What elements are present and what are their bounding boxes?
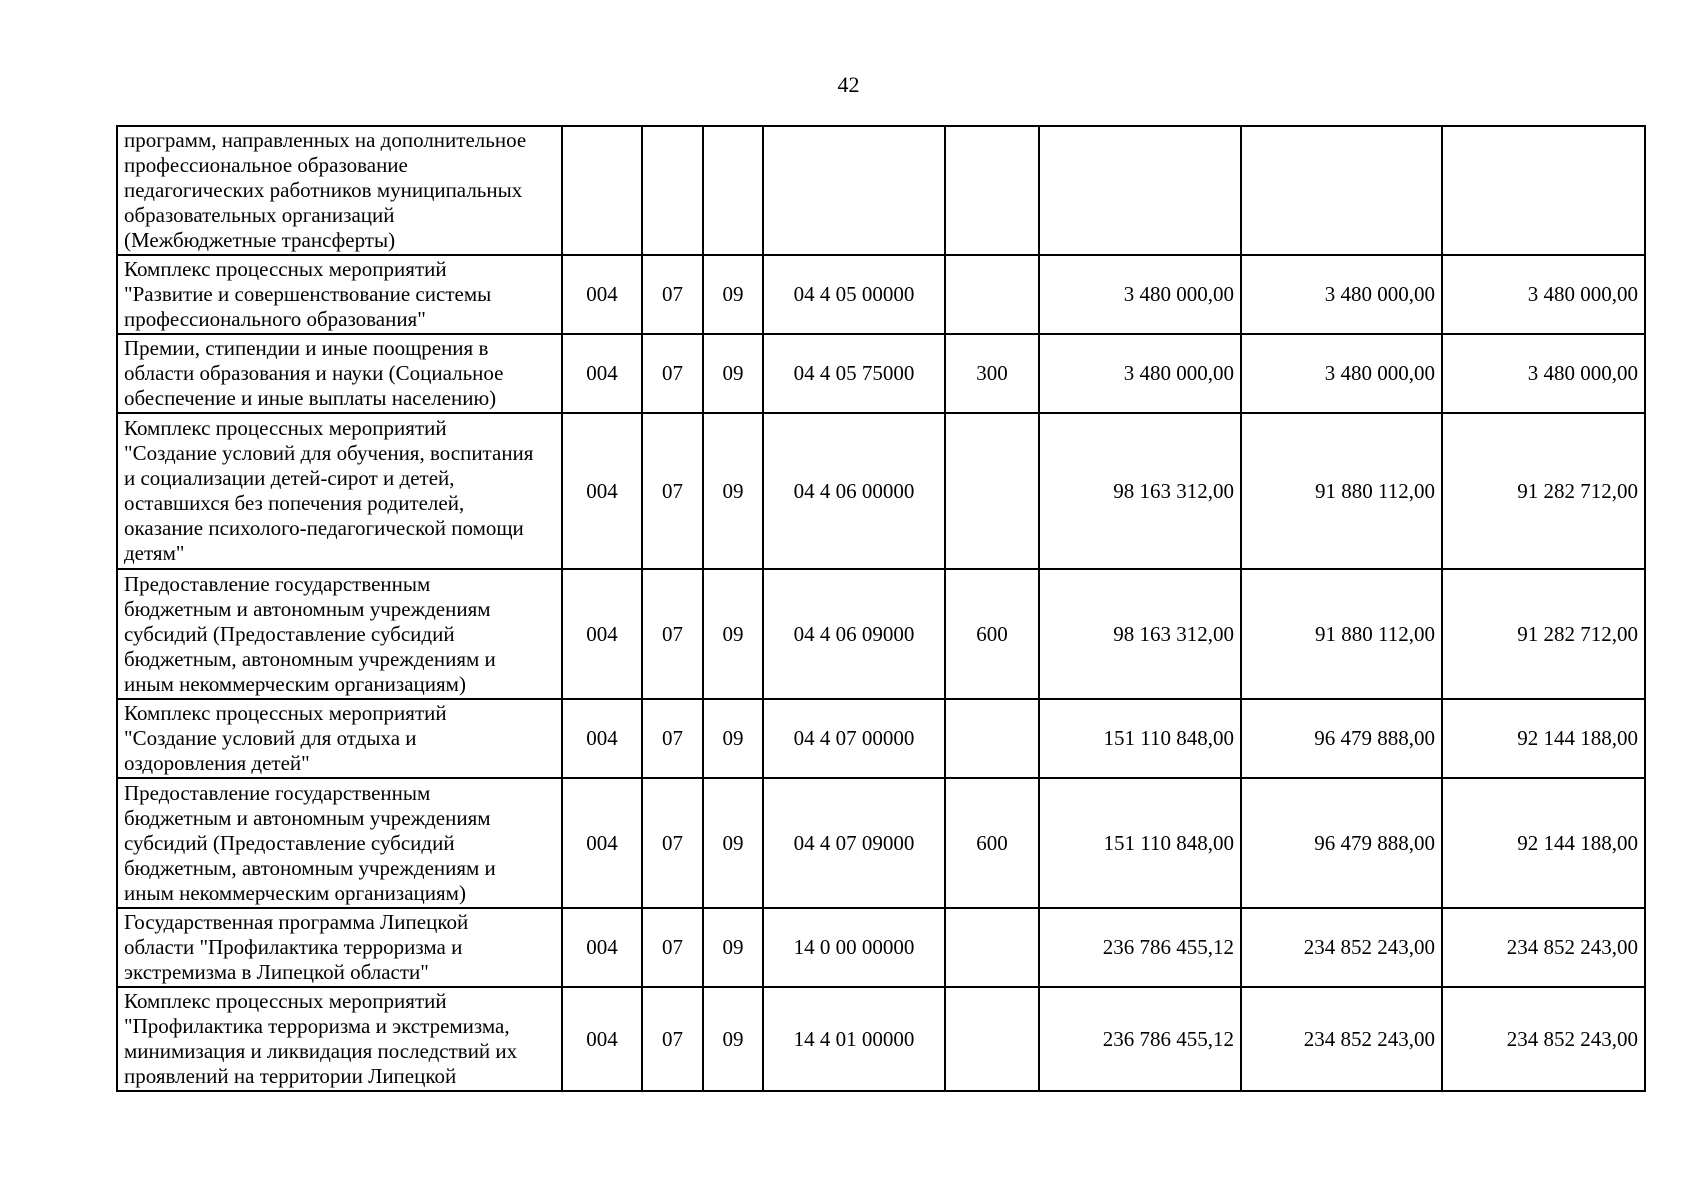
subsection-code: 09 bbox=[703, 569, 763, 699]
ved-code bbox=[562, 126, 642, 255]
row-name: программ, направленных на дополнительное профессиональное образование педагогических работников муниципальных образовательных организаций (Межбюджетные трансферты) bbox=[117, 126, 562, 255]
expense-type-code: 600 bbox=[945, 569, 1039, 699]
target-article-code: 04 4 07 09000 bbox=[763, 778, 945, 908]
amount-year-1: 236 786 455,12 bbox=[1039, 987, 1241, 1091]
amount-year-2: 96 479 888,00 bbox=[1241, 699, 1442, 778]
row-name: Государственная программа Липецкой области "Профилактика терроризма и экстремизма в Липецкой области" bbox=[117, 908, 562, 987]
target-article-code: 14 4 01 00000 bbox=[763, 987, 945, 1091]
table-row bbox=[117, 908, 1645, 987]
ved-code: 004 bbox=[562, 699, 642, 778]
section-code: 07 bbox=[642, 699, 703, 778]
amount-year-1: 151 110 848,00 bbox=[1039, 699, 1241, 778]
amount-year-1: 3 480 000,00 bbox=[1039, 255, 1241, 334]
section-code: 07 bbox=[642, 569, 703, 699]
budget-table bbox=[116, 125, 1646, 1092]
subsection-code: 09 bbox=[703, 413, 763, 569]
amount-year-2: 96 479 888,00 bbox=[1241, 778, 1442, 908]
amount-year-1: 3 480 000,00 bbox=[1039, 334, 1241, 413]
subsection-code: 09 bbox=[703, 987, 763, 1091]
table-row bbox=[117, 334, 1645, 413]
subsection-code: 09 bbox=[703, 334, 763, 413]
amount-year-2: 91 880 112,00 bbox=[1241, 413, 1442, 569]
row-name: Комплекс процессных мероприятий "Профилактика терроризма и экстремизма, минимизация и ликвидация последствий их проявлений на территории Липецкой bbox=[117, 987, 562, 1091]
expense-type-code bbox=[945, 699, 1039, 778]
expense-type-code: 300 bbox=[945, 334, 1039, 413]
subsection-code: 09 bbox=[703, 908, 763, 987]
section-code: 07 bbox=[642, 908, 703, 987]
table-row bbox=[117, 126, 1645, 255]
amount-year-3 bbox=[1442, 126, 1645, 255]
row-name: Комплекс процессных мероприятий "Создание условий для отдыха и оздоровления детей" bbox=[117, 699, 562, 778]
amount-year-3: 3 480 000,00 bbox=[1442, 255, 1645, 334]
target-article-code: 04 4 07 00000 bbox=[763, 699, 945, 778]
target-article-code: 04 4 06 00000 bbox=[763, 413, 945, 569]
target-article-code: 04 4 06 09000 bbox=[763, 569, 945, 699]
amount-year-2: 3 480 000,00 bbox=[1241, 334, 1442, 413]
ved-code: 004 bbox=[562, 987, 642, 1091]
amount-year-2: 234 852 243,00 bbox=[1241, 987, 1442, 1091]
amount-year-2: 234 852 243,00 bbox=[1241, 908, 1442, 987]
section-code bbox=[642, 126, 703, 255]
amount-year-1: 98 163 312,00 bbox=[1039, 569, 1241, 699]
expense-type-code bbox=[945, 413, 1039, 569]
amount-year-2: 3 480 000,00 bbox=[1241, 255, 1442, 334]
row-name: Предоставление государственным бюджетным и автономным учреждениям субсидий (Предоставление субсидий бюджетным, автономным учреждениям и иным некоммерческим организациям) bbox=[117, 569, 562, 699]
expense-type-code: 600 bbox=[945, 778, 1039, 908]
section-code: 07 bbox=[642, 987, 703, 1091]
amount-year-3: 92 144 188,00 bbox=[1442, 778, 1645, 908]
section-code: 07 bbox=[642, 334, 703, 413]
row-name: Комплекс процессных мероприятий "Создание условий для обучения, воспитания и социализации детей-сирот и детей, оставшихся без попечения родителей, оказание психолого-педагогической помощи детям" bbox=[117, 413, 562, 569]
table-row bbox=[117, 778, 1645, 908]
target-article-code: 04 4 05 00000 bbox=[763, 255, 945, 334]
subsection-code: 09 bbox=[703, 699, 763, 778]
table-row bbox=[117, 699, 1645, 778]
row-name: Премии, стипендии и иные поощрения в области образования и науки (Социальное обеспечение и иные выплаты населению) bbox=[117, 334, 562, 413]
target-article-code bbox=[763, 126, 945, 255]
amount-year-3: 234 852 243,00 bbox=[1442, 987, 1645, 1091]
amount-year-1 bbox=[1039, 126, 1241, 255]
expense-type-code bbox=[945, 908, 1039, 987]
amount-year-3: 91 282 712,00 bbox=[1442, 413, 1645, 569]
target-article-code: 14 0 00 00000 bbox=[763, 908, 945, 987]
table-row bbox=[117, 569, 1645, 699]
amount-year-3: 3 480 000,00 bbox=[1442, 334, 1645, 413]
ved-code: 004 bbox=[562, 569, 642, 699]
table-row bbox=[117, 413, 1645, 569]
section-code: 07 bbox=[642, 778, 703, 908]
amount-year-3: 91 282 712,00 bbox=[1442, 569, 1645, 699]
page-number: 42 bbox=[837, 72, 860, 97]
amount-year-1: 151 110 848,00 bbox=[1039, 778, 1241, 908]
table-row bbox=[117, 255, 1645, 334]
ved-code: 004 bbox=[562, 255, 642, 334]
subsection-code: 09 bbox=[703, 255, 763, 334]
section-code: 07 bbox=[642, 255, 703, 334]
row-name: Комплекс процессных мероприятий "Развитие и совершенствование системы профессионального образования" bbox=[117, 255, 562, 334]
amount-year-3: 92 144 188,00 bbox=[1442, 699, 1645, 778]
table-row bbox=[117, 987, 1645, 1091]
target-article-code: 04 4 05 75000 bbox=[763, 334, 945, 413]
subsection-code bbox=[703, 126, 763, 255]
expense-type-code bbox=[945, 987, 1039, 1091]
section-code: 07 bbox=[642, 413, 703, 569]
amount-year-2 bbox=[1241, 126, 1442, 255]
expense-type-code bbox=[945, 255, 1039, 334]
amount-year-2: 91 880 112,00 bbox=[1241, 569, 1442, 699]
amount-year-1: 98 163 312,00 bbox=[1039, 413, 1241, 569]
amount-year-3: 234 852 243,00 bbox=[1442, 908, 1645, 987]
amount-year-1: 236 786 455,12 bbox=[1039, 908, 1241, 987]
ved-code: 004 bbox=[562, 413, 642, 569]
subsection-code: 09 bbox=[703, 778, 763, 908]
ved-code: 004 bbox=[562, 334, 642, 413]
expense-type-code bbox=[945, 126, 1039, 255]
row-name: Предоставление государственным бюджетным и автономным учреждениям субсидий (Предоставление субсидий бюджетным, автономным учреждениям и иным некоммерческим организациям) bbox=[117, 778, 562, 908]
ved-code: 004 bbox=[562, 778, 642, 908]
ved-code: 004 bbox=[562, 908, 642, 987]
